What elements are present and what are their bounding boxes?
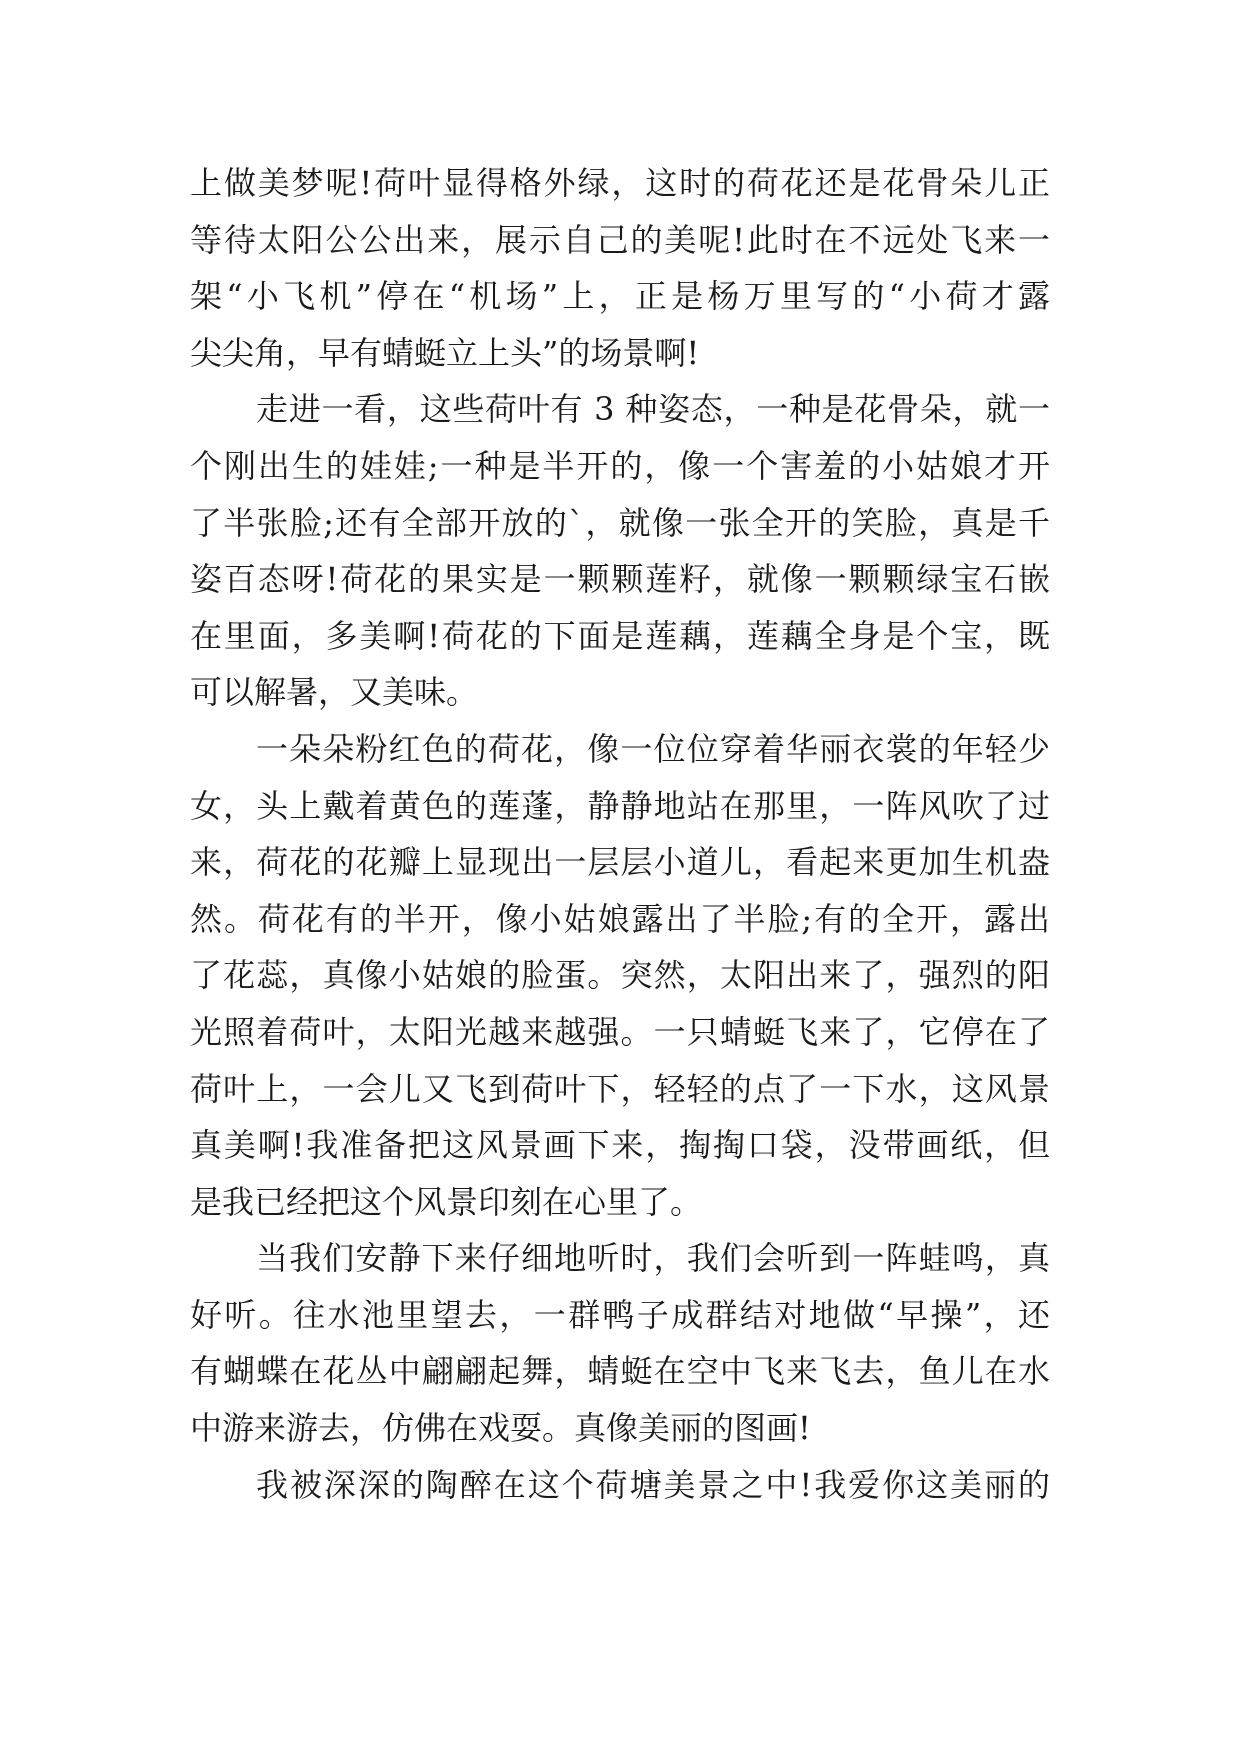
text-line: 真美啊!我准备把这风景画下来，掏掏口袋，没带画纸，但	[190, 1126, 1050, 1165]
document-body	[190, 155, 1050, 1513]
text-line: 一朵朵粉红色的荷花，像一位位穿着华丽衣裳的年轻少	[256, 729, 1050, 768]
text-line: 来，荷花的花瓣上显现出一层层小道儿，看起来更加生机盎	[190, 843, 1050, 882]
text-line: 了花蕊，真像小姑娘的脸蛋。突然，太阳出来了，强烈的阳	[190, 956, 1050, 995]
text-line: 有蝴蝶在花丛中翩翩起舞，蜻蜓在空中飞来飞去，鱼儿在水	[190, 1352, 1050, 1391]
text-line: 尖尖角，早有蜻蜓立上头”的场景啊!	[190, 333, 700, 372]
text-line: 然。荷花有的半开，像小姑娘露出了半脸;有的全开，露出	[190, 899, 1050, 938]
text-line: 光照着荷叶，太阳光越来越强。一只蜻蜓飞来了，它停在了	[190, 1012, 1050, 1051]
text-line: 走进一看，这些荷叶有 3 种姿态，一种是花骨朵，就一	[256, 390, 1050, 429]
text-line: 了半张脸;还有全部开放的`，就像一张全开的笑脸，真是千	[190, 503, 1050, 542]
text-line: 荷叶上，一会儿又飞到荷叶下，轻轻的点了一下水，这风景	[190, 1069, 1050, 1108]
text-line: 是我已经把这个风景印刻在心里了。	[190, 1182, 703, 1221]
text-line: 上做美梦呢!荷叶显得格外绿，这时的荷花还是花骨朵儿正	[190, 164, 1050, 202]
text-line: 等待太阳公公出来，展示自己的美呢!此时在不远处飞来一	[190, 220, 1050, 259]
text-line: 在里面，多美啊!荷花的下面是莲藕，莲藕全身是个宝，既	[190, 616, 1050, 655]
text-line: 中游来游去，仿佛在戏耍。真像美丽的图画!	[190, 1409, 811, 1448]
text-line: 架“小飞机”停在“机场”上，正是杨万里写的“小荷才露	[190, 277, 1050, 316]
text-line: 我被深深的陶醉在这个荷塘美景之中!我爱你这美丽的	[256, 1465, 1050, 1504]
text-line: 当我们安静下来仔细地听时，我们会听到一阵蛙鸣，真	[256, 1239, 1050, 1278]
text-line: 姿百态呀!荷花的果实是一颗颗莲籽，就像一颗颗绿宝石嵌	[190, 560, 1050, 599]
text-line: 可以解暑，又美味。	[190, 673, 479, 712]
text-line: 好听。往水池里望去，一群鸭子成群结对地做“早操”，还	[190, 1295, 1050, 1334]
text-line: 女，头上戴着黄色的莲蓬，静静地站在那里，一阵风吹了过	[190, 786, 1050, 825]
text-line: 个刚出生的娃娃;一种是半开的，像一个害羞的小姑娘才开	[190, 446, 1050, 485]
